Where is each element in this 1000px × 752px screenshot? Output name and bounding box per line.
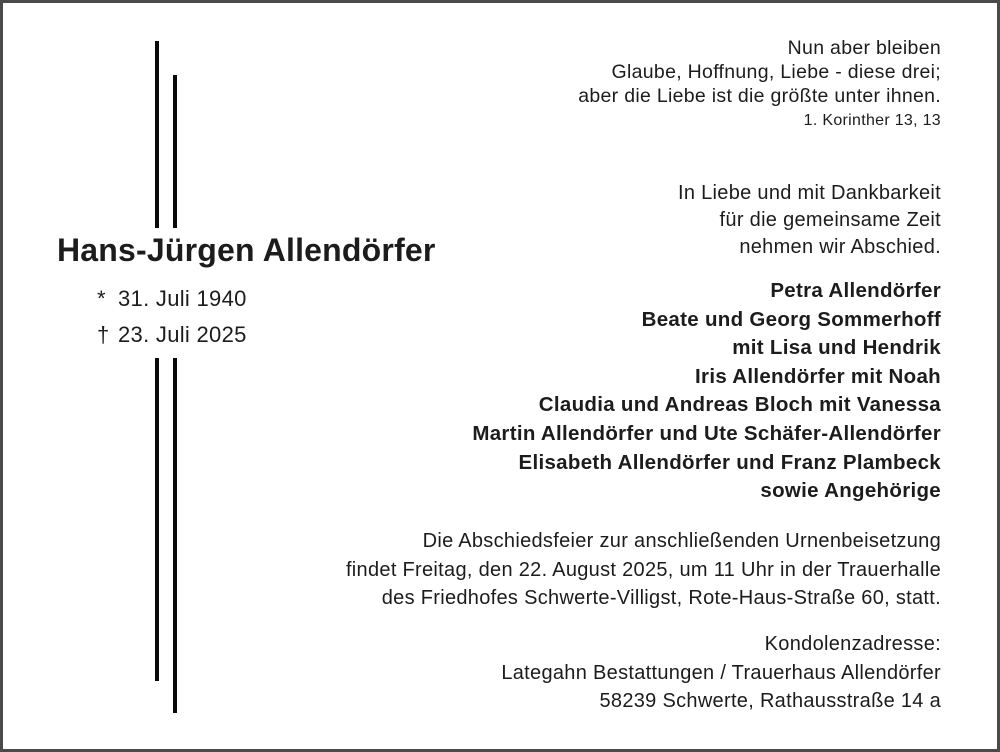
death-symbol: † (97, 322, 110, 347)
ornament-line-left-upper (155, 41, 159, 228)
condolence-line: Lategahn Bestattungen / Trauerhaus Allendörfer (501, 661, 941, 684)
funeral-line: des Friedhofes Schwerte-Villigst, Rote-Haus-Straße 60, statt. (381, 587, 941, 610)
funeral-info (346, 527, 941, 613)
mourner-line: Petra Allendörfer (770, 279, 941, 302)
mourner-line: Claudia und Andreas Bloch mit Vanessa (538, 393, 941, 417)
intro-line: für die gemeinsame Zeit (719, 209, 941, 231)
intro-line: nehmen wir Abschied. (739, 236, 941, 258)
condolence-line: 58239 Schwerte, Rathausstraße 14 a (599, 690, 941, 713)
mourners-list (472, 277, 941, 506)
deceased-name: Hans-Jürgen Allendörfer (57, 232, 436, 268)
mourner-line: Iris Allendörfer mit Noah (695, 364, 941, 388)
mourner-line: Beate und Georg Sommerhoff (641, 307, 941, 331)
mourner-line: sowie Angehörige (760, 479, 941, 503)
death-date: 23. Juli 2025 (118, 322, 247, 347)
ornament-line-left-lower (155, 358, 159, 681)
mourner-line: Martin Allendörfer und Ute Schäfer-Allendörfer (472, 421, 941, 445)
ornament-line-right-upper (173, 75, 177, 228)
birth-date: 31. Juli 1940 (118, 286, 247, 311)
birth-symbol: * (97, 286, 106, 311)
funeral-line: findet Freitag, den 22. August 2025, um 11 Uhr in der Trauerhalle (345, 558, 941, 581)
intro-line: In Liebe und mit Dankbarkeit (678, 182, 941, 204)
mourner-line: mit Lisa und Hendrik (732, 336, 941, 360)
birth-date-row (97, 281, 247, 317)
life-dates (97, 281, 247, 353)
mourner-line: Elisabeth Allendörfer und Franz Plambeck (518, 450, 941, 474)
quote-line: Nun aber bleiben (787, 37, 941, 59)
quote-line: aber die Liebe ist die größte unter ihnen. (578, 85, 941, 107)
condolence-title: Kondolenzadresse: (764, 633, 941, 655)
death-date-row (97, 317, 247, 353)
bible-quote (578, 36, 941, 132)
quote-source: 1. Korinther 13, 13 (803, 112, 941, 129)
quote-line: Glaube, Hoffnung, Liebe - diese drei; (611, 61, 941, 83)
condolence-info (501, 630, 941, 716)
funeral-line: Die Abschiedsfeier zur anschließenden Urnenbeisetzung (422, 530, 941, 552)
farewell-intro (678, 180, 941, 261)
ornament-line-right-lower (173, 358, 177, 713)
